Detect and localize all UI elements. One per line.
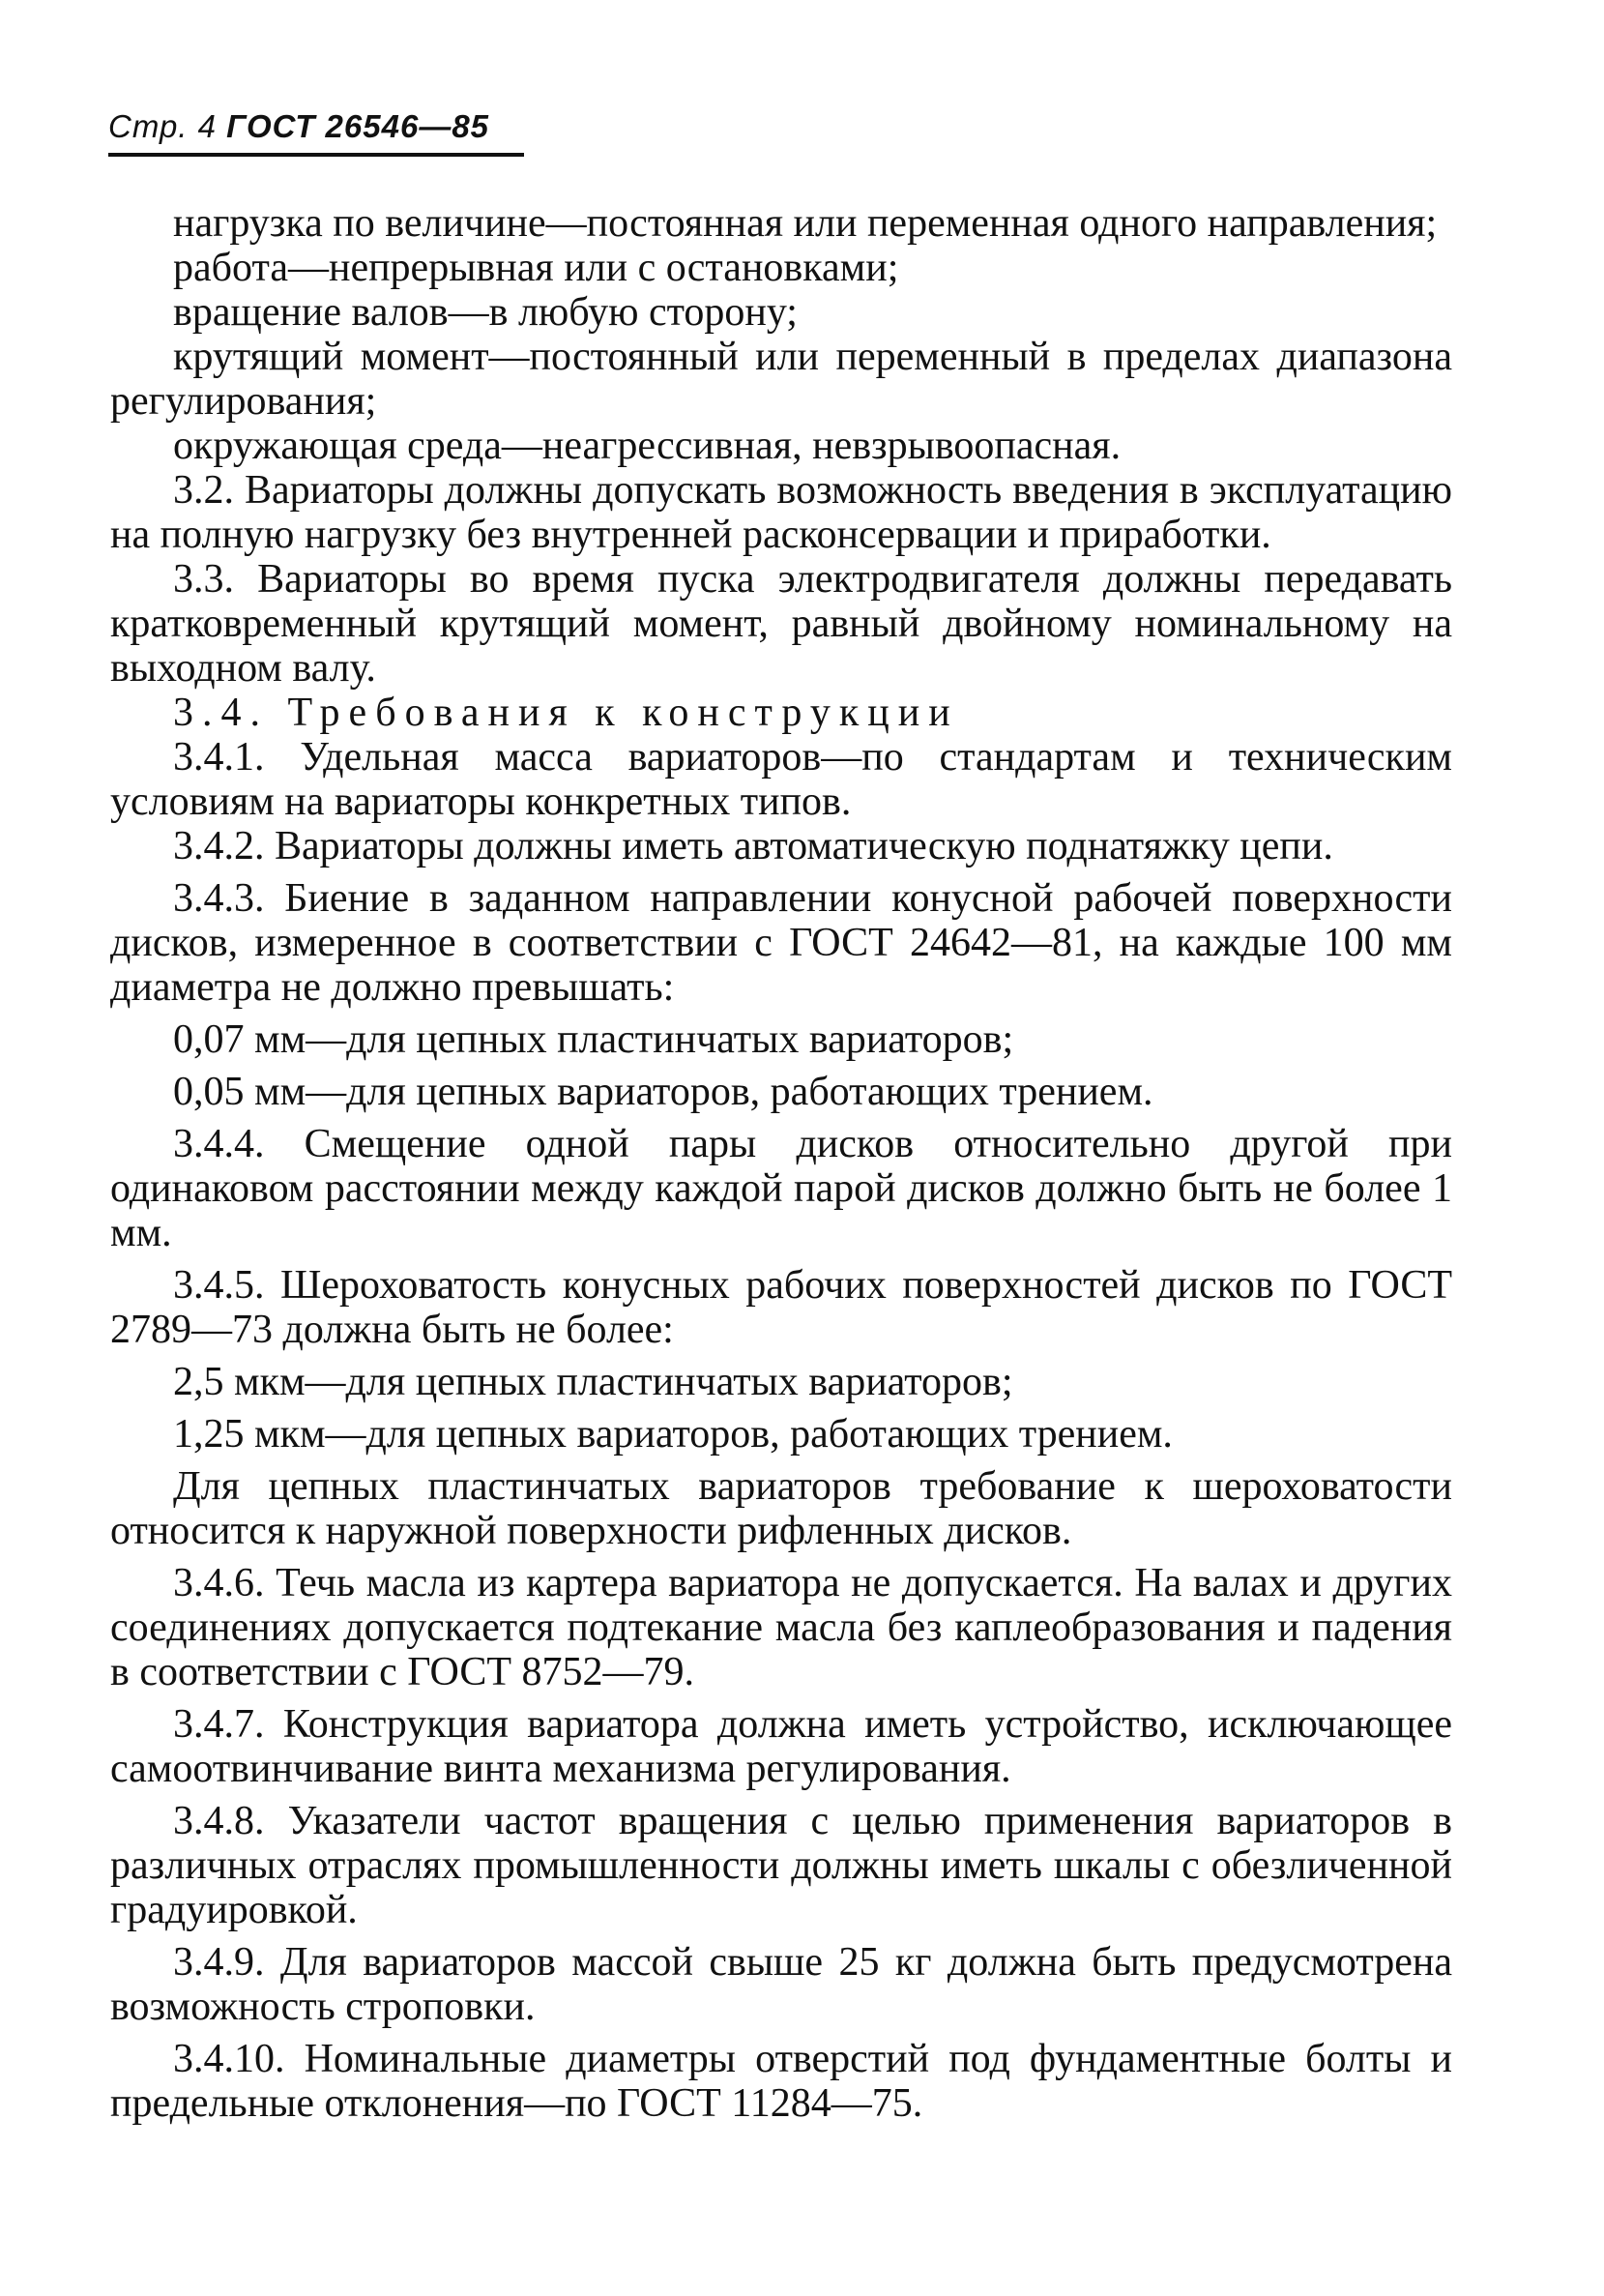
list-item: 0,05 мм—для цепных вариаторов, работающих трением.	[173, 1070, 1153, 1114]
page-number: Стр. 4	[108, 108, 217, 144]
paragraph: 3.4.3. Биение в заданном направлении конусной рабочей поверхности дисков, измеренное в соответствии с ГОСТ 24642—81, на каждые 100 мм диаметра не должно превышать:	[110, 876, 1452, 1010]
document-body	[110, 201, 1452, 2126]
paragraph: вращение валов—в любую сторону;	[173, 290, 798, 335]
section-heading: 3.4. Требования к конструкции	[173, 691, 959, 735]
paragraph: крутящий момент—постоянный или переменный в пределах диапазона регулирования;	[110, 335, 1452, 424]
paragraph: 3.2. Вариаторы должны допускать возможность введения в эксплуатацию на полную нагрузку без внутренней расконсервации и приработки.	[110, 468, 1452, 557]
paragraph: 3.4.4. Смещение одной пары дисков относительно другой при одинаковом расстоянии между каждой парой дисков должно быть не более 1 мм.	[110, 1122, 1452, 1255]
list-item: 0,07 мм—для цепных пластинчатых вариаторов;	[173, 1017, 1014, 1062]
paragraph: 3.4.9. Для вариаторов массой свыше 25 кг должна быть предусмотрена возможность строповки.	[110, 1940, 1452, 2029]
page-header	[108, 108, 489, 145]
paragraph: окружающая среда—неагрессивная, невзрывоопасная.	[173, 424, 1122, 468]
paragraph: 3.4.6. Течь масла из картера вариатора не допускается. На валах и других соединениях допускается подтекание масла без каплеобразования и падения в соответствии с ГОСТ 8752—79.	[110, 1561, 1452, 1694]
paragraph: 3.3. Вариаторы во время пуска электродвигателя должны передавать кратковременный крутящий момент, равный двойному номинальному на выходном валу.	[110, 557, 1452, 691]
paragraph: 3.4.10. Номинальные диаметры отверстий под фундаментные болты и предельные отклонения—по ГОСТ 11284—75.	[110, 2037, 1452, 2126]
list-item: 2,5 мкм—для цепных пластинчатых вариаторов;	[173, 1360, 1013, 1404]
paragraph: нагрузка по величине—постоянная или переменная одного направления;	[173, 201, 1438, 246]
paragraph: 3.4.8. Указатели частот вращения с целью применения вариаторов в различных отраслях промышленности должны иметь шкалы с обезличенной градуировкой.	[110, 1799, 1452, 1932]
paragraph: 3.4.1. Удельная масса вариаторов—по стандартам и техническим условиям на вариаторы конкретных типов.	[110, 735, 1452, 824]
paragraph: работа—непрерывная или с остановками;	[173, 246, 899, 290]
standard-code: ГОСТ 26546—85	[226, 108, 490, 144]
list-item: 1,25 мкм—для цепных вариаторов, работающих трением.	[173, 1412, 1173, 1457]
paragraph: 3.4.7. Конструкция вариатора должна иметь устройство, исключающее самоотвинчивание винта механизма регулирования.	[110, 1702, 1452, 1791]
paragraph: Для цепных пластинчатых вариаторов требование к шероховатости относится к наружной поверхности рифленных дисков.	[110, 1464, 1452, 1553]
paragraph: 3.4.2. Вариаторы должны иметь автоматическую поднатяжку цепи.	[173, 824, 1333, 868]
header-divider	[108, 153, 524, 157]
paragraph: 3.4.5. Шероховатость конусных рабочих поверхностей дисков по ГОСТ 2789—73 должна быть не более:	[110, 1263, 1452, 1352]
